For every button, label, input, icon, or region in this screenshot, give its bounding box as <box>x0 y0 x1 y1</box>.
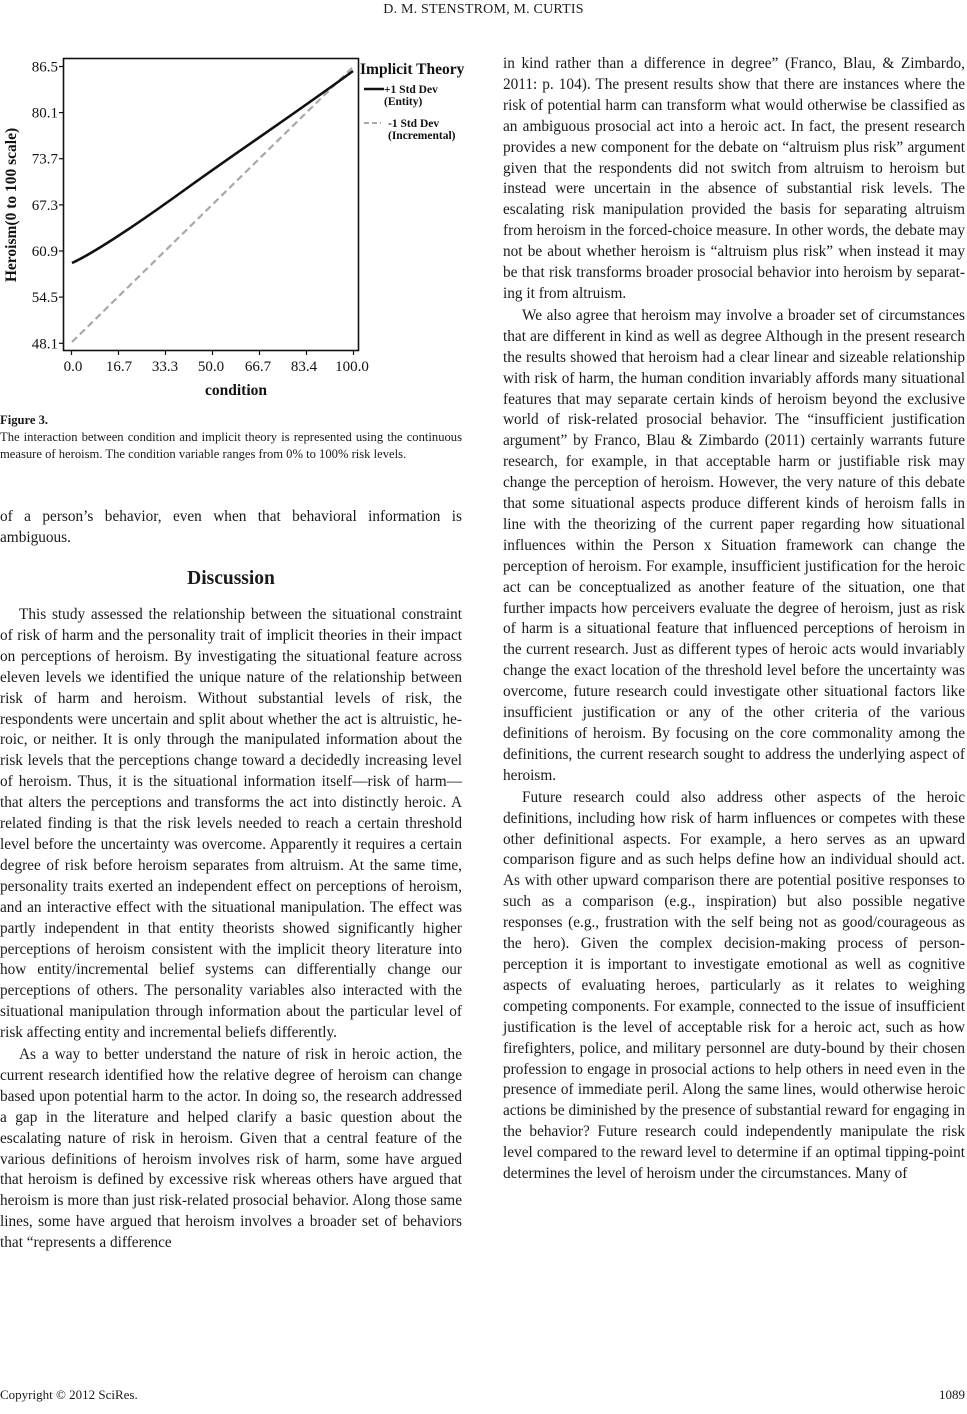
page-number: 1089 <box>939 1387 965 1402</box>
y-tick-label: 54.5 <box>31 290 58 307</box>
legend-incremental-sublabel: (Incremental) <box>388 130 456 142</box>
y-tick-label: 60.9 <box>31 244 58 260</box>
legend <box>360 61 465 142</box>
paragraph: in kind rather than a difference in degree” (Franco, Blau, & Zimbardo, 2011: p. 104). The present results show that there are instances where the risk of potential harm can transform what would otherwise be classified as an ambiguous prosocial act into a heroic act. In fact, the present research provides a new component for the debate on “altruism plus risk” argument given that the respondents did not switch from altruism to heroism but instead were uncertain in the absence of substantial risk levels. The escalating risk manipulation provided the basis for separating altruism from heroism in the forced-choice measure. In other words, the debate may not be about whether heroism is “altruism plus risk” when instead it may be that risk transforms broader prosocial behavior into heroism by separating it from altruism. <box>503 55 965 302</box>
paragraph: Future research could also address other aspects of the heroic definitions, including how risk of harm influences or competes with these other definitional aspects. For example, a hero serves as an upward comparison figure and as such helps define how an individual should act. As with other upward comparison there are potential positive responses to such as a comparison (e.g., inspiration) but also possible negative responses (e.g., frustration with the self being not as good/courageous as the hero). Given the complex decision-making process of person-perception it is important to investigate emotional as well as cognitive aspects of evaluating heroes, particularly as it relates to weighing competing components. For example, connected to the issue of insufficient justification is the level of acceptable risk for a heroic act, such as how firefighters, police, and military personnel are duty-bound by their chosen profession to engage in prosocial actions to help others in need even in the presence of immediate peril. Along the same lines, would otherwise heroic actions be diminished by the presence of substantial reward for engaging in the behavior? Future research could independently manipulate the risk level compared to the reward level to determine if an optimal tipping-point determines the level of heroism under the circumstances. Many of <box>503 788 965 1183</box>
copyright-notice: Copyright © 2012 SciRes. <box>0 1387 138 1402</box>
figure-label: Figure 3. <box>0 413 49 427</box>
y-tick-label: 48.1 <box>31 336 58 353</box>
y-tick-label: 73.7 <box>31 151 58 168</box>
x-axis-title: condition <box>204 382 268 399</box>
x-tick-label: 16.7 <box>105 359 133 375</box>
x-tick-label: 66.7 <box>244 359 272 375</box>
right-column-body <box>503 54 965 1186</box>
x-tick-labels <box>64 359 369 375</box>
section-heading-discussion: Discussion <box>187 568 275 589</box>
legend-entity-sublabel: (Entity) <box>384 96 423 108</box>
legend-title: Implicit Theory <box>360 61 465 78</box>
figure-caption-text: The interaction between condition and implicit theory is represented using the continuous measure of heroism. The condition variable ranges from 0% to 100% risk levels. <box>0 430 462 461</box>
x-tick-label: 100.0 <box>335 359 369 375</box>
paragraph: This study assessed the relationship between the situational constraint of risk of harm and the personality trait of implicit theories in their impact on perceptions of heroism. By investigating the situational feature across eleven levels we identified the unique nature of the relationship between risk of harm and heroism. Without substantial levels of risk, the respondents were uncertain and split about whether the act is altruistic, heroic, or neither. It is only through the manipulated information about the risk levels that the perceptions change toward a decidedly increasing level of heroism. Thus, it is the situational information itself—risk of harm—that alters the perceptions and transforms the act into distinctly heroic. A related finding is that the risk levels needed to reach a certain threshold level before the uncertainty was overcome. Apparently it requires a certain degree of risk before heroism separates from altruism. At the same time, personality traits exerted an independent effect on perceptions of heroism, and an interactive effect with the situational manipulation. The effect was partly independent in that entity theorists showed significantly higher perceptions of heroism consistent with the implicit theory literature into how entity/incremental belief systems can differentially change our perceptions of others. The personality variables also interacted with the situational manipulation through information about the particular level of risk affecting entity and incremental beliefs differently. <box>0 606 462 1042</box>
x-tick-label: 0.0 <box>63 359 83 375</box>
y-tick-labels <box>32 60 59 353</box>
y-tick-label: 86.5 <box>31 59 58 76</box>
legend-entity-label: +1 Std Dev <box>384 84 438 96</box>
paragraph: of a person’s behavior, even when that behavioral information is ambiguous. <box>0 508 462 546</box>
paragraph: As a way to better understand the nature of risk in heroic action, the current research identified how the relative degree of heroism can change based upon potential harm to the actor. In doing so, the research addressed a gap in the literature and helped clarify a basic question about the escalating nature of risk in heroism. Given that a central feature of the various definitions of heroism involves risk of harm, some have argued that heroism is defined by excessive risk whereas others have argued that heroism is more than just risk-related prosocial behavior. Along those same lines, some have argued that heroism involves a broader set of behaviors that “represents a difference <box>0 1046 462 1252</box>
x-tick-label: 33.3 <box>151 359 179 375</box>
running-head: D. M. STENSTROM, M. CURTIS <box>383 2 584 17</box>
left-column-body <box>0 605 462 1255</box>
figure-3-chart <box>0 52 480 402</box>
paragraph: We also agree that heroism may involve a broader set of circumstances that are different in kind as well as degree Although in the present research the results showed that heroism had a clear linear and sizeable relationship with risk of harm, the human condition invariably affords many situational features that may separate certain kinds of heroism beyond the exclusive world of risk-related prosocial behavior. The “insufficient justification argument” by Franco, Blau & Zimbardo (2011) certainly warrants future research, for example, in that acceptable harm or justifiable risk may change the perception of heroism. However, the very nature of this debate that some situational aspects produce different kinds of heroism falls in line with the theorizing of the current paper regarding how situational influences within the Person x Situation framework can change the perception of heroism. For example, insufficient justification for the heroic act can be conceptualized as another feature of the situation, one that further impacts how perceivers evaluate the degree of heroism, just as risk of harm is a situational feature that influenced perceptions of heroism in the current research. Just as different types of heroic acts would invariably change the exact location of the threshold level before the uncertainty was overcome, future research could investigate other situational factors like insufficient justification or any of the other criteria of the various definitions of heroism. By focusing on the core commonality among the definitions, the current research sought to address the underlying aspect of heroism. <box>503 306 965 784</box>
left-continuation <box>0 507 462 549</box>
y-tick-label: 80.1 <box>31 105 58 122</box>
figure-caption <box>0 412 462 463</box>
x-tick-label: 50.0 <box>197 359 225 375</box>
y-axis-title: Heroism(0 to 100 scale) <box>3 127 20 283</box>
legend-incremental-label: -1 Std Dev <box>388 118 440 130</box>
y-tick-label: 67.3 <box>31 197 58 214</box>
x-tick-label: 83.4 <box>290 359 318 375</box>
